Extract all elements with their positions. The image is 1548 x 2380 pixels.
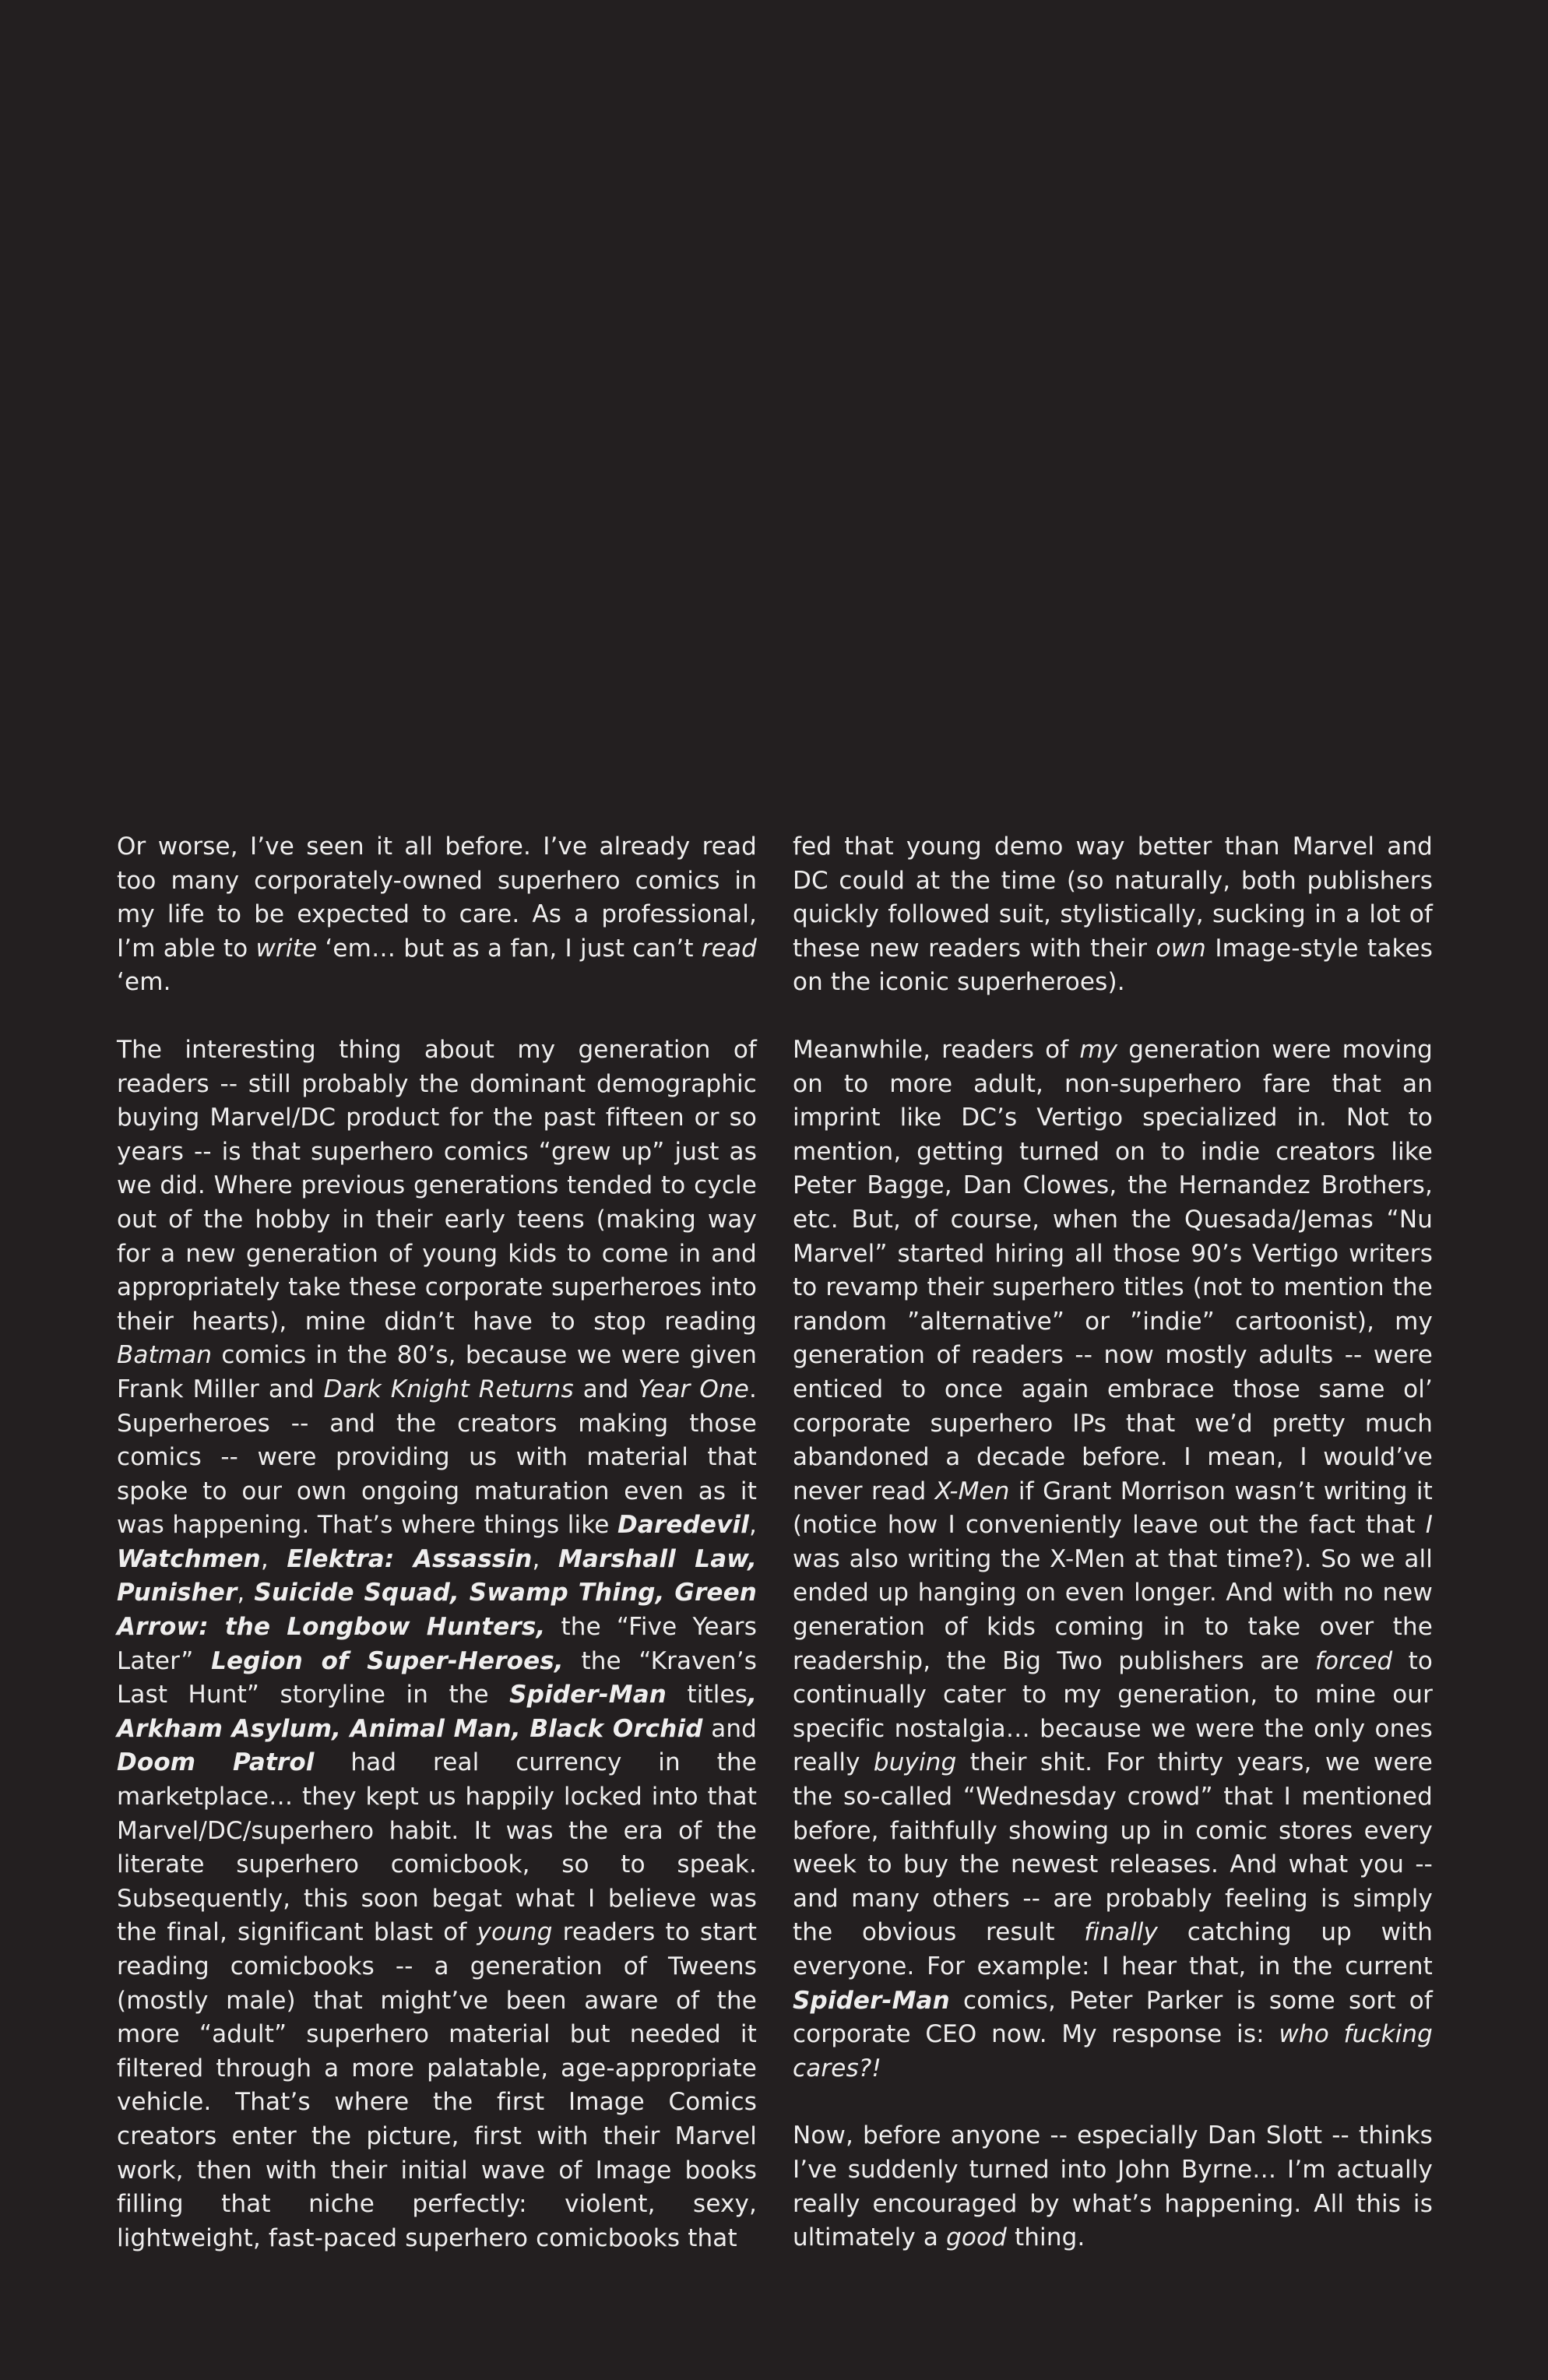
title-emphasis-text: Legion of Super-Heroes, <box>211 1646 564 1675</box>
emphasis-text: Batman <box>117 1341 213 1370</box>
text-run: the “Five Years Later” <box>117 1613 757 1675</box>
text-run: was also writing the X-Men at that time?). So we all ended up hanging on even longer. And with no new generation of kids coming in to take over the readership, the Big Two publishers are <box>793 1544 1433 1675</box>
text-run: and <box>702 1714 757 1743</box>
emphasis-text: finally <box>1084 1918 1159 1947</box>
text-run: had real currency in the marketplace… they kept us happily locked into that Marvel/DC/superhero habit. It was the era of the literate superhero comicbook, so to speak. Subsequently, this soon begat what I believe was the final, significant blast of <box>117 1748 757 1947</box>
right-column <box>793 830 1433 2333</box>
emphasis-text: Dark Knight Returns <box>323 1375 574 1403</box>
article-body <box>117 830 1433 2333</box>
text-run: their shit. For thirty years, we were the so-called “Wednesday crowd” that I mentioned before, faithfully showing up in comic stores every week to buy the newest releases. And what you -- and many others -- are probably feeling is simply the obvious result <box>793 1748 1433 1947</box>
emphasis-text: buying <box>873 1748 957 1777</box>
emphasis-text: my <box>1079 1035 1118 1064</box>
text-run: Image-style takes on the iconic superheroes). <box>793 934 1433 997</box>
text-run: , <box>237 1579 255 1607</box>
text-run: fed that young demo way better than Marvel and DC could at the time (so naturally, both publishers quickly followed suit, stylistically, sucking in a lot of these new readers with their <box>793 833 1433 963</box>
paragraph <box>117 1033 757 2255</box>
title-emphasis-text: Marshall Law, Punisher <box>117 1544 757 1607</box>
title-emphasis-text: Elektra: Assassin <box>287 1544 533 1573</box>
title-emphasis-text: Suicide Squad, Swamp Thing, Green Arrow: the Longbow Hunters, <box>117 1579 757 1642</box>
text-run: The interesting thing about my generation of readers -- still probably the dominant demographic buying Marvel/DC product for the past fifteen or so years -- is that superhero comics “grew up” just as we did. Where previous generations tended to cycle out of the hobby in their early teens (making way for a new generation of young kids to come in and appropriately take these corporate superheroes into their hearts), mine didn’t have to stop reading <box>117 1035 757 1336</box>
title-emphasis-text: Daredevil <box>617 1511 749 1540</box>
text-run: catching up with everyone. For example: I hear that, in the current <box>793 1918 1433 1980</box>
text-run: readers to start reading comicbooks -- a generation of Tweens (mostly male) that might’ve been aware of the more “adult” superhero material but needed it filtered through a more palatable, age-appropriate vehicle. That’s where the first Image Comics creators enter the picture, first with their Marvel work, then with their initial wave of Image books filling that niche perfectly: violent, sexy, lightweight, fast-paced superhero comicbooks that <box>117 1918 758 2252</box>
emphasis-text: own <box>1156 934 1206 963</box>
text-run: ‘em. <box>117 968 171 997</box>
paragraph <box>793 830 1433 1000</box>
text-run: ‘em… but as a fan, I just can’t <box>317 934 702 963</box>
text-run: and <box>573 1375 639 1403</box>
text-run: , <box>748 1511 757 1540</box>
emphasis-text: forced <box>1314 1646 1393 1675</box>
blank-top-area <box>0 0 1548 826</box>
text-run: , <box>260 1544 287 1573</box>
emphasis-text: I <box>1425 1511 1433 1540</box>
text-run: generation were moving on to more adult, non-superhero fare that an imprint like DC’s Vertigo specialized in. Not to mention, getting turned on to indie creators like Peter Bagge, Dan Clowes, the Hernandez Brothers, etc. But, of course, when the Quesada/Jemas “Nu Marvel” started hiring all those 90’s Vertigo writers to revamp their superhero titles (not to mention the random ”alternative” or ”indie” cartoonist), my generation of readers -- now mostly adults -- were enticed to once again embrace those same ol’ corporate superhero IPs that we’d pretty much abandoned a decade before. I mean, I would’ve never read <box>793 1035 1433 1505</box>
text-run: titles <box>667 1681 748 1709</box>
text-run: comics, Peter Parker is some sort of corporate CEO now. My response is: <box>793 1986 1433 2049</box>
emphasis-text: read <box>701 934 757 963</box>
left-column <box>117 830 757 2333</box>
text-run: Or worse, I’ve seen it all before. I’ve already read too many corporately-owned superhero comics in my life to be expected to care. As a professional, I’m able to <box>117 833 757 963</box>
emphasis-text: X-Men <box>934 1477 1010 1505</box>
text-run: . Superheroes -- and the creators making those comics -- were providing us with material that spoke to our own ongoing maturation even as it was happening. That’s where things like <box>117 1375 757 1540</box>
paragraph <box>793 1033 1433 2086</box>
text-run: comics in the 80’s, because we were given Frank Miller and <box>117 1341 757 1403</box>
paragraph <box>117 830 757 1000</box>
text-run: Meanwhile, readers of <box>793 1035 1080 1064</box>
title-emphasis-text: , Arkham Asylum, Animal Man, Black Orchid <box>117 1681 757 1743</box>
text-run: the “Kraven’s Last Hunt” storyline in the <box>117 1646 758 1709</box>
text-run: to continually cater to my generation, to mine our specific nostalgia… because we were the only ones really <box>793 1646 1433 1777</box>
text-run: , <box>532 1544 558 1573</box>
emphasis-text: good <box>946 2223 1007 2252</box>
text-run: thing. <box>1006 2223 1085 2252</box>
title-emphasis-text: Spider-Man <box>793 1986 950 2015</box>
emphasis-text: write <box>255 934 318 963</box>
emphasis-text: young <box>477 1918 553 1947</box>
title-emphasis-text: Spider-Man <box>509 1681 667 1709</box>
paragraph <box>793 2119 1433 2255</box>
text-run: Now, before anyone -- especially Dan Slott -- thinks I’ve suddenly turned into John Byrne… I’m actually really encouraged by what’s happening. All this is ultimately a <box>793 2121 1433 2252</box>
emphasis-text: Year One <box>638 1375 749 1403</box>
emphasis-text: who fucking cares?! <box>793 2020 1434 2082</box>
title-emphasis-text: Doom Patrol <box>117 1748 315 1777</box>
title-emphasis-text: Watchmen <box>117 1544 261 1573</box>
text-run: if Grant Morrison wasn’t writing it (notice how I conveniently leave out the fact that <box>793 1477 1433 1540</box>
